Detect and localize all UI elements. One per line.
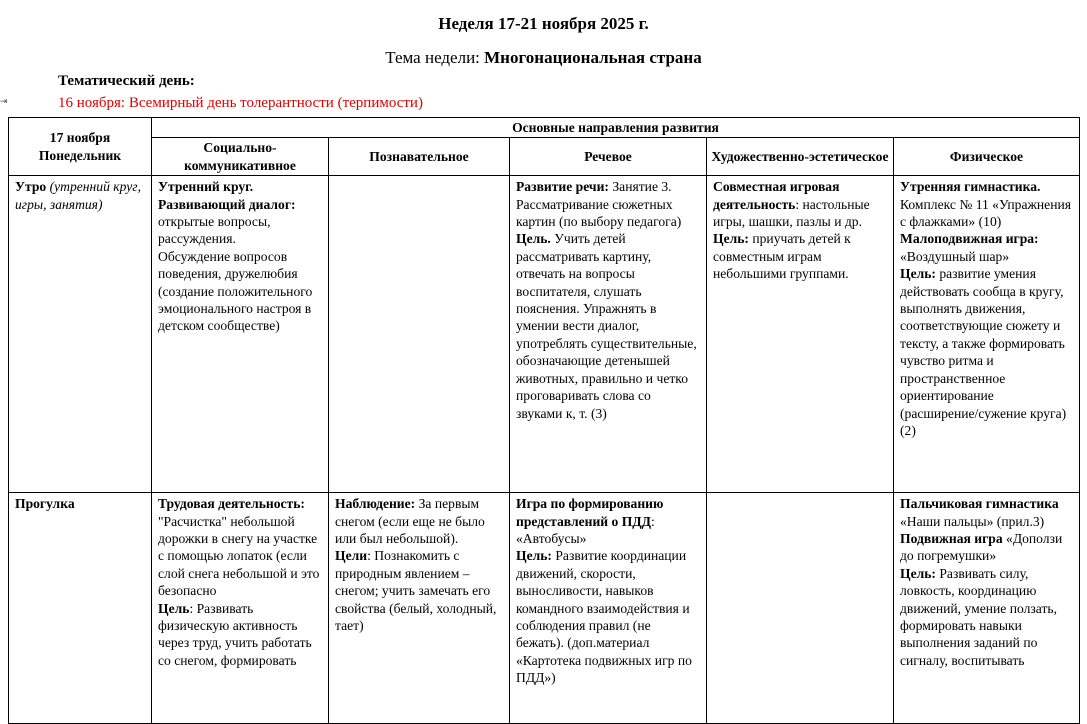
cell-paragraph — [516, 495, 700, 547]
plan-cell — [329, 176, 510, 493]
plan-cell — [329, 493, 510, 724]
cell-paragraph-heading: Совместная игровая деятельность — [713, 179, 840, 212]
plan-cell — [152, 493, 329, 724]
cell-paragraph-heading: Развивающий диалог: — [158, 196, 296, 212]
cell-paragraph-heading: Пальчиковая гимнастика — [900, 496, 1059, 512]
row-label — [9, 493, 152, 724]
week-theme-value: Многонациональная страна — [484, 48, 702, 67]
cell-paragraph-text: «Наши пальцы» (прил.3) — [900, 513, 1045, 529]
row-label-title: Утро — [15, 179, 47, 195]
cell-paragraph — [516, 178, 700, 230]
cell-paragraph — [158, 248, 322, 335]
cell-paragraph-text: Комплекс № 11 «Упражнения с флажками» (10) — [900, 196, 1072, 230]
plan-table — [8, 117, 1080, 724]
cell-paragraph — [900, 265, 1073, 439]
cell-paragraph-text: приучать детей к совместным играм небольшими группами. — [713, 231, 851, 282]
cell-paragraph-heading: Подвижная игра — [900, 531, 1003, 547]
date-header-date: 17 ноября — [49, 130, 111, 146]
table-row — [9, 493, 1080, 724]
cell-paragraph — [900, 178, 1073, 230]
cell-paragraph-heading: Игра по формированию представлений о ПДД — [516, 496, 664, 529]
cell-paragraph — [516, 230, 700, 421]
thematic-day-label: Тематический день: — [58, 73, 195, 89]
plan-cell — [152, 176, 329, 493]
cell-paragraph — [900, 495, 1073, 530]
cell-paragraph-heading: Цель — [158, 600, 190, 616]
week-theme — [0, 48, 1087, 68]
cell-paragraph — [713, 230, 887, 282]
plan-cell — [510, 493, 707, 724]
plan-cell — [510, 176, 707, 493]
cell-paragraph-text: «Доползи до погремушки» — [900, 531, 1063, 564]
cell-paragraph — [335, 495, 503, 547]
cell-paragraph-heading: Цель: — [516, 548, 552, 564]
cell-paragraph — [158, 196, 322, 248]
plan-cell — [894, 493, 1080, 724]
cell-paragraph-text: : «Автобусы» — [516, 513, 655, 547]
cell-paragraph-text: Обсуждение вопросов поведения, дружелюбия (создание положительного эмоционального настроя в детском сообществе) — [158, 248, 313, 334]
cell-paragraph-text: : Познакомить с природным явлением – снегом; учить замечать его свойства (белый, холодный, тает) — [335, 548, 497, 634]
cell-paragraph-text: За первым снегом (если еще не было или был небольшой). — [335, 496, 485, 547]
cell-paragraph-heading: Цель. — [516, 231, 551, 247]
column-header: Социально-коммуникативное — [152, 138, 329, 176]
row-label-title: Прогулка — [15, 496, 75, 512]
cell-paragraph — [713, 178, 887, 230]
cell-paragraph-text: «Воздушный шар» — [900, 248, 1010, 264]
cell-paragraph — [158, 600, 322, 670]
cell-paragraph-heading: Малоподвижная игра: — [900, 231, 1039, 247]
column-header: Познавательное — [329, 138, 510, 176]
anchor-icon: ⇥ — [0, 97, 8, 107]
thematic-day-text: 16 ноября: Всемирный день толерантности (терпимости) — [58, 95, 423, 111]
row-label-note: (утренний круг, игры, занятия) — [15, 179, 141, 212]
date-header-weekday: Понедельник — [38, 147, 122, 163]
plan-cell — [707, 493, 894, 724]
cell-paragraph — [158, 178, 322, 195]
cell-paragraph-text: Развитие координации движений, скорости, выносливости, навыков командного взаимодействия и соблюдения правил (не бежать). (доп.материал «Картотека подвижных игр по ПДД») — [516, 548, 692, 686]
week-theme-prefix: Тема недели: — [385, 48, 485, 67]
column-header: Художественно-эстетическое — [707, 138, 894, 176]
cell-paragraph-heading: Наблюдение: — [335, 496, 416, 512]
column-header: Физическое — [894, 138, 1080, 176]
cell-paragraph — [516, 547, 700, 686]
cell-paragraph-heading: Утренний круг. — [158, 179, 254, 195]
cell-paragraph-heading: Цель: — [900, 266, 936, 282]
cell-paragraph-text: "Расчистка" небольшой дорожки в снегу на участке с помощью лопаток (если слой снега небольшой и это безопасно — [158, 513, 320, 599]
table-row — [9, 176, 1080, 493]
cell-paragraph — [158, 495, 322, 599]
cell-paragraph-text: развитие умения действовать сообща в кругу, выполнять движения, соответствующие сюжету и тексту, а также формировать чувство ритма и пространственное ориентирование (расширение/сужение круга) (2) — [900, 266, 1067, 438]
cell-paragraph — [900, 565, 1073, 669]
plan-cell — [894, 176, 1080, 493]
cell-paragraph-heading: Цель: — [900, 565, 936, 581]
cell-paragraph — [900, 230, 1073, 265]
cell-paragraph-heading: Развитие речи: — [516, 179, 609, 195]
row-label — [9, 176, 152, 493]
date-header-cell — [9, 118, 152, 176]
cell-paragraph-text: Занятие 3. Рассматривание сюжетных картин (по выбору педагога) — [516, 179, 682, 230]
column-header: Речевое — [510, 138, 707, 176]
page-title: Неделя 17-21 ноября 2025 г. — [438, 14, 649, 33]
cell-paragraph — [335, 547, 503, 634]
cell-paragraph-heading: Цель: — [713, 231, 749, 247]
cell-paragraph-heading: Цели — [335, 548, 368, 564]
cell-paragraph-text: открытые вопросы, рассуждения. — [158, 214, 271, 247]
cell-paragraph — [900, 530, 1073, 565]
directions-header: Основные направления развития — [152, 118, 1080, 138]
cell-paragraph-text: Развивать силу, ловкость, координацию движений, умение ползать, формировать навыки выполнения заданий по сигналу, воспитывать — [900, 565, 1057, 668]
cell-paragraph-text: : Развивать физическую активность через труд, учить работать со снегом, формировать — [158, 600, 312, 668]
plan-cell — [707, 176, 894, 493]
cell-paragraph-text: Учить детей рассматривать картину, отвечать на вопросы воспитателя, слушать пояснения. Упражнять в умении вести диалог, употреблять существительные, обозначающие детенышей животных, правильно и четко проговаривать слова со звуками к, т. (3) — [516, 231, 697, 421]
cell-paragraph-heading: Трудовая деятельность: — [158, 496, 305, 512]
cell-paragraph-text: : настольные игры, шашки, пазлы и др. — [713, 196, 870, 230]
cell-paragraph-heading: Утренняя гимнастика. — [900, 179, 1041, 195]
